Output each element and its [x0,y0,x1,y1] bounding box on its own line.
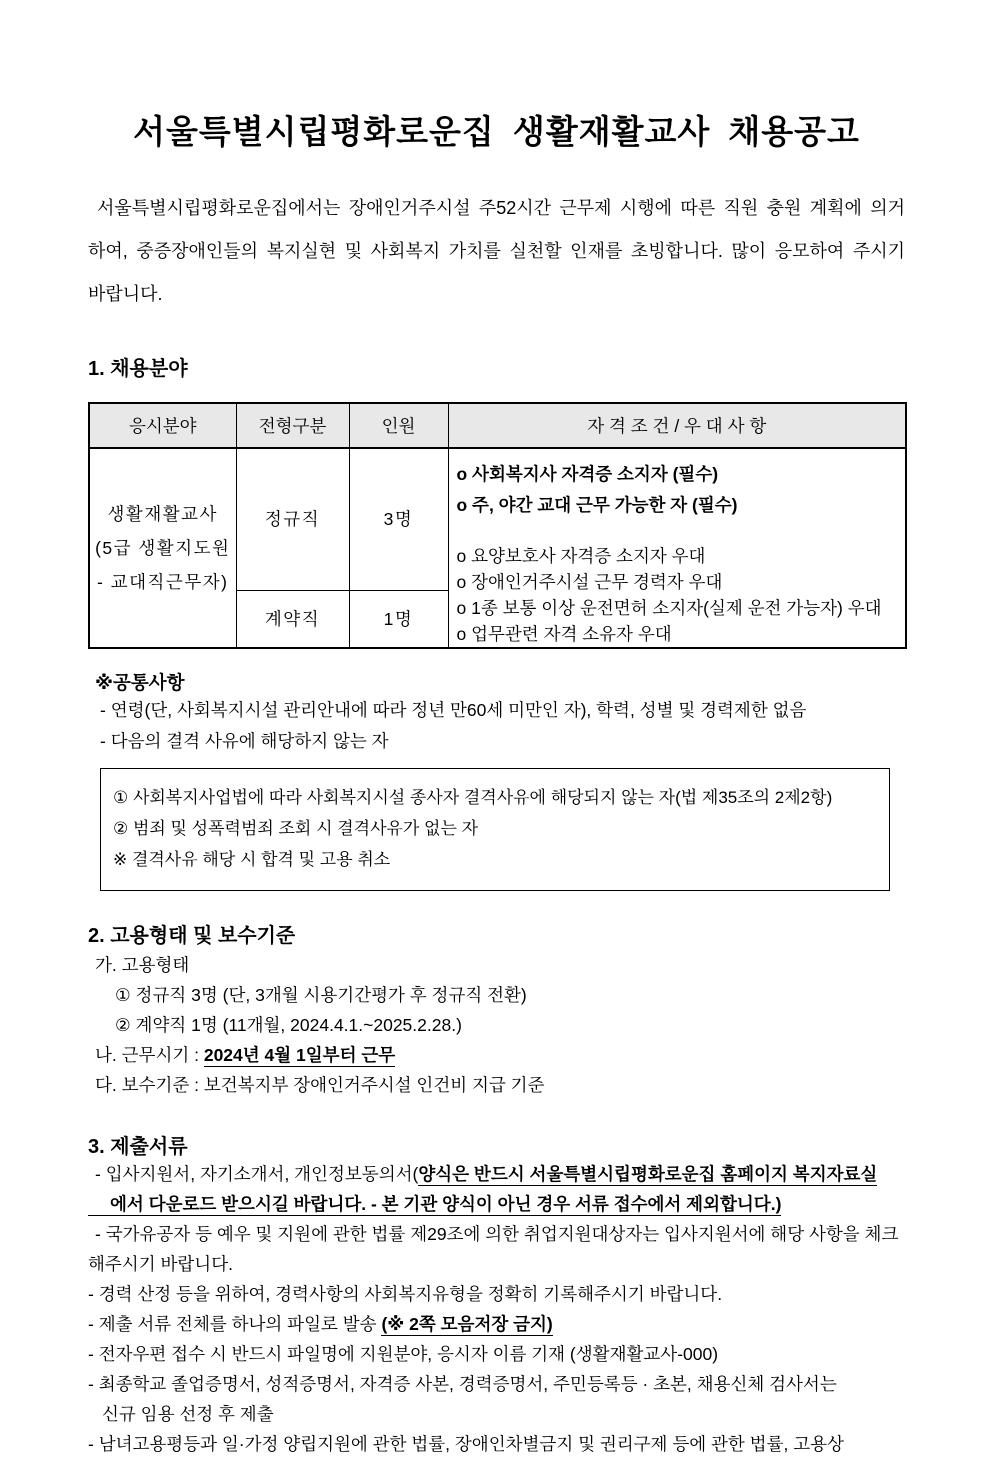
col-header-headcount: 인원 [349,403,448,448]
cell-qualifications [448,448,906,648]
work-start-line [88,1040,905,1070]
pay-standard-line: 다. 보수기준 : 보건복지부 장애인거주시설 인건비 지급 기준 [95,1075,545,1095]
submission-item-prefix: - 제출 서류 전체를 하나의 파일로 발송 [88,1314,382,1334]
submission-item-certificates [88,1369,905,1429]
common-note-item: - 다음의 결격 사유에 해당하지 않는 자 [100,731,389,751]
box-item: ① 사회복지사업법에 따라 사회복지시설 종사자 결격사유에 해당되지 않는 자(법 제35조의 2제2항) [113,788,833,807]
spacer [457,521,900,543]
qualification-preferred-item: o 1종 보통 이상 운전면허 소지자(실제 운전 가능자) 우대 [456,598,882,618]
qualification-preferred-item: o 업무관련 자격 소유자 우대 [456,624,672,644]
cell-headcount-contract: 1명 [349,590,448,648]
common-notes-title: ※공통사항 [95,672,185,693]
submission-item-career: - 경력 산정 등을 위하여, 경력사항의 사회복지유형을 정확히 기록해주시기 바랍니다. [88,1284,723,1304]
submission-item-bold: 에서 다운로드 받으시길 바랍니다. - 본 기관 양식이 아닌 경우 서류 접수에서 제외합니다.) [88,1194,781,1216]
submission-item-bold: (※ 2쪽 모음저장 금지) [381,1314,553,1334]
submission-item-email: - 전자우편 접수 시 반드시 파일명에 지원분야, 응시자 이름 기재 (생활재활교사-000) [88,1344,719,1364]
cell-employment-type-contract: 계약직 [236,590,349,648]
col-header-qualifications: 자 격 조 건 / 우 대 사 항 [448,403,906,448]
employment-type-label: 가. 고용형태 [95,955,190,975]
work-start-label: 나. 근무시기 : [95,1045,204,1065]
disqualification-box [100,768,890,891]
cell-headcount-regular: 3명 [349,448,448,590]
col-header-selection-type: 전형구분 [236,403,349,448]
work-start-value: 2024년 4월 1일부터 근무 [203,1045,396,1065]
cell-employment-type-regular: 정규직 [236,448,349,590]
section-3-heading: 3. 제출서류 [88,1136,188,1158]
employment-type-item: ① 정규직 3명 (단, 3개월 시용기간평가 후 정규직 전환) [115,985,527,1005]
submission-item-veterans: - 국가유공자 등 예우 및 지원에 관한 법률 제29조에 의한 취업지원대상자는 입사지원서에 해당 사항을 체크해주시기 바랍니다. [88,1224,899,1274]
position-line: - 교대직근무자) [97,572,229,592]
table-row [89,448,906,590]
submission-item-single-file [88,1309,905,1339]
section-1-heading: 1. 채용분야 [88,358,188,380]
position-line: (5급 생활지도원 [95,538,231,558]
position-line: 생활재활교사 [107,504,218,524]
doc-title: 서울특별시립평화로운집 생활재활교사 채용공고 [133,113,860,150]
submission-item-bold: 양식은 반드시 서울특별시립평화로운집 홈페이지 복지자료실 [418,1164,878,1184]
employment-type-item: ② 계약직 1명 (11개월, 2024.4.1.~2025.2.28.) [115,1015,462,1035]
qualification-required-item: o 주, 야간 교대 근무 가능한 자 (필수) [456,495,738,515]
col-header-apply-field: 응시분야 [89,403,236,448]
submission-item-laws: - 남녀고용평등과 일·가정 양립지원에 관한 법률, 장애인차별금지 및 권리구제 등에 관한 법률, 고용상 [88,1434,844,1454]
submission-item-application [88,1159,905,1219]
table-header-row [89,403,906,448]
submission-item-line: 신규 임용 선정 후 제출 [102,1404,274,1424]
qualification-preferred-item: o 장애인거주시설 근무 경력자 우대 [456,572,723,592]
qualification-required-item: o 사회복지사 자격증 소지자 (필수) [456,464,719,484]
section-2-heading: 2. 고용형태 및 보수기준 [88,925,296,947]
submission-item-prefix: - 입사지원서, 자기소개서, 개인정보동의서( [95,1164,419,1184]
cell-position [89,448,236,648]
qualification-preferred-item: o 요양보호사 자격증 소지자 우대 [456,546,706,566]
box-item: ※ 결격사유 해당 시 합격 및 고용 취소 [113,850,391,869]
submission-item-line: - 최종학교 졸업증명서, 성적증명서, 자격증 사본, 경력증명서, 주민등록등 · 초본, 채용신체 검사서는 [88,1374,837,1394]
box-item: ② 범죄 및 성폭력범죄 조회 시 결격사유가 없는 자 [113,819,479,838]
recruitment-table [88,402,907,649]
intro-paragraph: 서울특별시립평화로운집에서는 장애인거주시설 주52시간 근무제 시행에 따른 직원 충원 계획에 의거하여, 중증장애인들의 복지실현 및 사회복지 가치를 실천할 인재를 초빙합니다. 많이 응모하여 주시기 바랍니다. [88,198,905,304]
common-note-item: - 연령(단, 사회복지시설 관리안내에 따라 정년 만60세 미만인 자), 학력, 성별 및 경력제한 없음 [100,700,807,720]
